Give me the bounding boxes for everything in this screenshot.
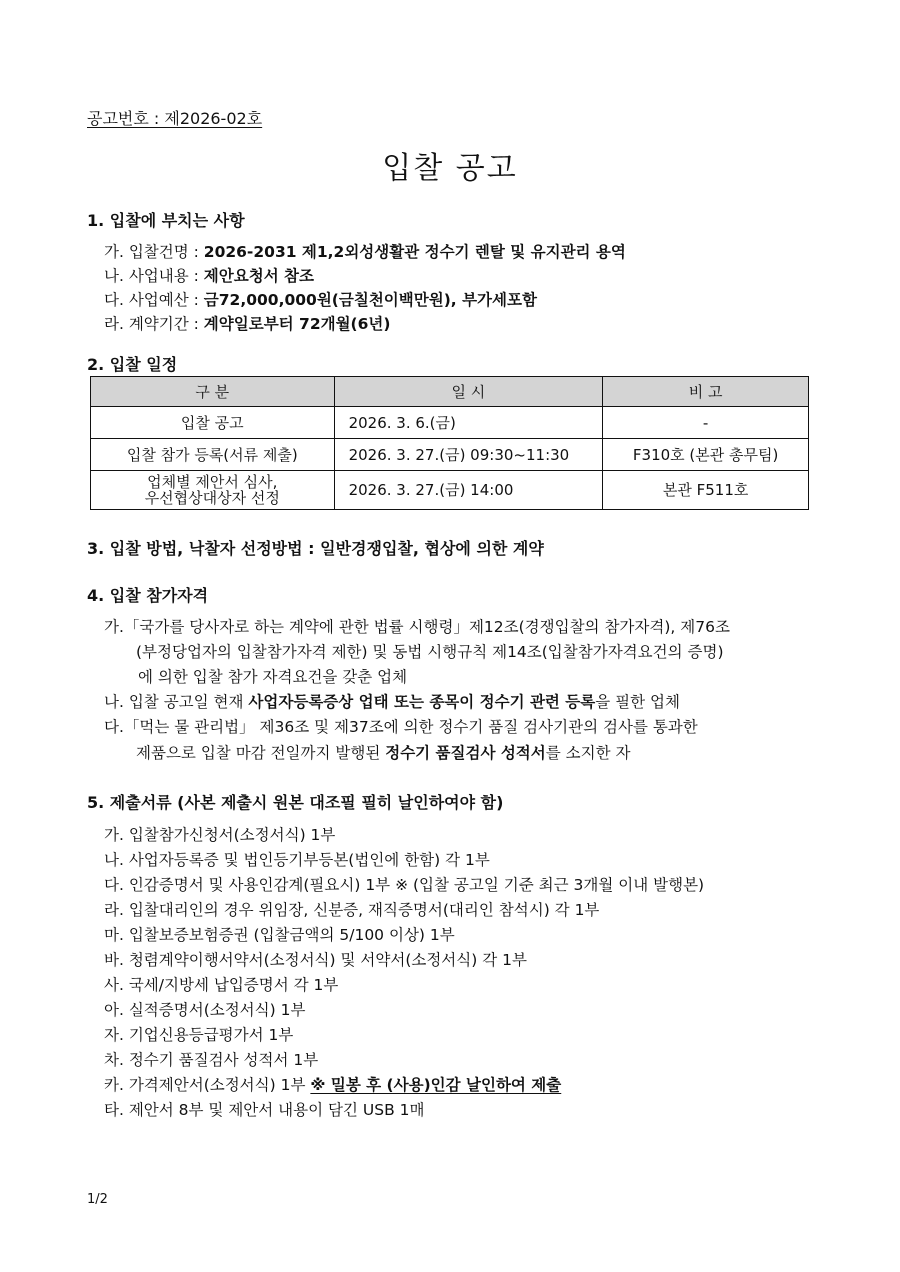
section5-item: 사. 국세/지방세 납입증명서 각 1부 — [104, 976, 339, 994]
item-prefix: 가. 입찰건명 : — [104, 243, 204, 261]
item-prefix: 나. 사업내용 : — [104, 267, 204, 285]
section2-heading: 2. 입찰 일정 — [87, 355, 178, 374]
section5-item: 가. 입찰참가신청서(소정서식) 1부 — [104, 826, 336, 844]
section4-item-da-line2 — [136, 741, 631, 763]
section3-heading: 3. 입찰 방법, 낙찰자 선정방법 : 일반경쟁입찰, 협상에 의한 계약 — [87, 539, 544, 558]
datetime-cell: 2026. 3. 27.(금) 09:30~11:30 — [334, 439, 603, 471]
item-value: 금72,000,000원(금칠천이백만원), 부가세포함 — [203, 291, 537, 309]
section5-item: 다. 인감증명서 및 사용인감계(필요시) 1부 ※ (입찰 공고일 기준 최근 3개월 이내 발행본) — [104, 876, 705, 894]
note-cell: 본관 F511호 — [603, 471, 809, 510]
section5-item: 마. 입찰보증보험증권 (입찰금액의 5/100 이상) 1부 — [104, 926, 455, 944]
section5-item: 나. 사업자등록증 및 법인등기부등본(법인에 한함) 각 1부 — [104, 851, 490, 869]
item-text: 카. 가격제안서(소정서식) 1부 — [104, 1076, 311, 1094]
column-header: 구 분 — [91, 377, 335, 407]
table-header-row — [91, 377, 809, 407]
note-cell: - — [603, 407, 809, 439]
section5-item: 아. 실적증명서(소정서식) 1부 — [104, 1001, 306, 1019]
table-row — [91, 439, 809, 471]
item-prefix: 다. 사업예산 : — [104, 291, 204, 309]
item-value: 2026-2031 제1,2외성생활관 정수기 렌탈 및 유지관리 용역 — [203, 243, 626, 261]
item-text: 을 필한 업체 — [595, 693, 680, 711]
section5-item: 차. 정수기 품질검사 성적서 1부 — [104, 1051, 319, 1069]
category-cell: 입찰 참가 등록(서류 제출) — [91, 439, 335, 471]
page-title: 입찰 공고 — [382, 151, 518, 186]
schedule-table — [90, 376, 809, 510]
section4-item-ga-line3: 에 의한 입찰 참가 자격요건을 갖춘 업체 — [138, 668, 408, 686]
item-value: 계약일로부터 72개월(6년) — [203, 315, 391, 333]
item-text: 제품으로 입찰 마감 전일까지 발행된 — [136, 744, 386, 762]
item-bold-text: 정수기 품질검사 성적서 — [385, 744, 546, 762]
section5-item-ta: 타. 제안서 8부 및 제안서 내용이 담긴 USB 1매 — [104, 1101, 425, 1119]
section1-item-na — [104, 264, 314, 286]
section1-item-da — [104, 288, 537, 310]
section4-item-ga-line2: (부정당업자의 입찰참가자격 제한) 및 동법 시행규칙 제14조(입찰참가자격요건의 증명) — [136, 643, 724, 661]
item-bold-text: 사업자등록증상 업태 또는 종목이 정수기 관련 등록 — [248, 693, 596, 711]
item-text: 나. 입찰 공고일 현재 — [104, 693, 249, 711]
section5-item-ka — [104, 1073, 561, 1095]
datetime-cell: 2026. 3. 6.(금) — [334, 407, 603, 439]
page-number: 1/2 — [87, 1192, 108, 1207]
item-text: 를 소지한 자 — [545, 744, 631, 762]
section5-item: 자. 기업신용등급평가서 1부 — [104, 1026, 294, 1044]
category-cell: 입찰 공고 — [91, 407, 335, 439]
category-line: 업체별 제안서 심사, — [147, 473, 278, 491]
notice-number: 공고번호 : 제2026-02호 — [87, 109, 263, 128]
category-line: 우선협상대상자 선정 — [144, 489, 280, 507]
section1-item-ga — [104, 240, 626, 262]
section5-heading: 5. 제출서류 (사본 제출시 원본 대조필 필히 날인하여야 함) — [87, 793, 504, 812]
note-cell: F310호 (본관 총무팀) — [603, 439, 809, 471]
column-header: 일 시 — [334, 377, 603, 407]
section4-heading: 4. 입찰 참가자격 — [87, 586, 209, 605]
table-row — [91, 407, 809, 439]
datetime-cell: 2026. 3. 27.(금) 14:00 — [334, 471, 603, 510]
section1-heading: 1. 입찰에 부치는 사항 — [87, 211, 245, 230]
section4-item-na — [104, 690, 680, 712]
section4-item-ga-line1: 가.「국가를 당사자로 하는 계약에 관한 법률 시행령」제12조(경쟁입찰의 참가자격), 제76조 — [104, 618, 730, 636]
table-row — [91, 471, 809, 510]
section4-item-da-line1: 다.「먹는 물 관리법」 제36조 및 제37조에 의한 정수기 품질 검사기관의 검사를 통과한 — [104, 718, 698, 736]
item-value: 제안요청서 참조 — [203, 267, 315, 285]
section5-item: 라. 입찰대리인의 경우 위임장, 신분증, 재직증명서(대리인 참석시) 각 1부 — [104, 901, 600, 919]
section5-item: 바. 청렴계약이행서약서(소정서식) 및 서약서(소정서식) 각 1부 — [104, 951, 527, 969]
column-header: 비 고 — [603, 377, 809, 407]
item-prefix: 라. 계약기간 : — [104, 315, 204, 333]
section1-item-ra — [104, 312, 390, 334]
category-cell — [91, 471, 335, 510]
item-bold-text: ※ 밀봉 후 (사용)인감 날인하여 제출 — [310, 1076, 562, 1094]
